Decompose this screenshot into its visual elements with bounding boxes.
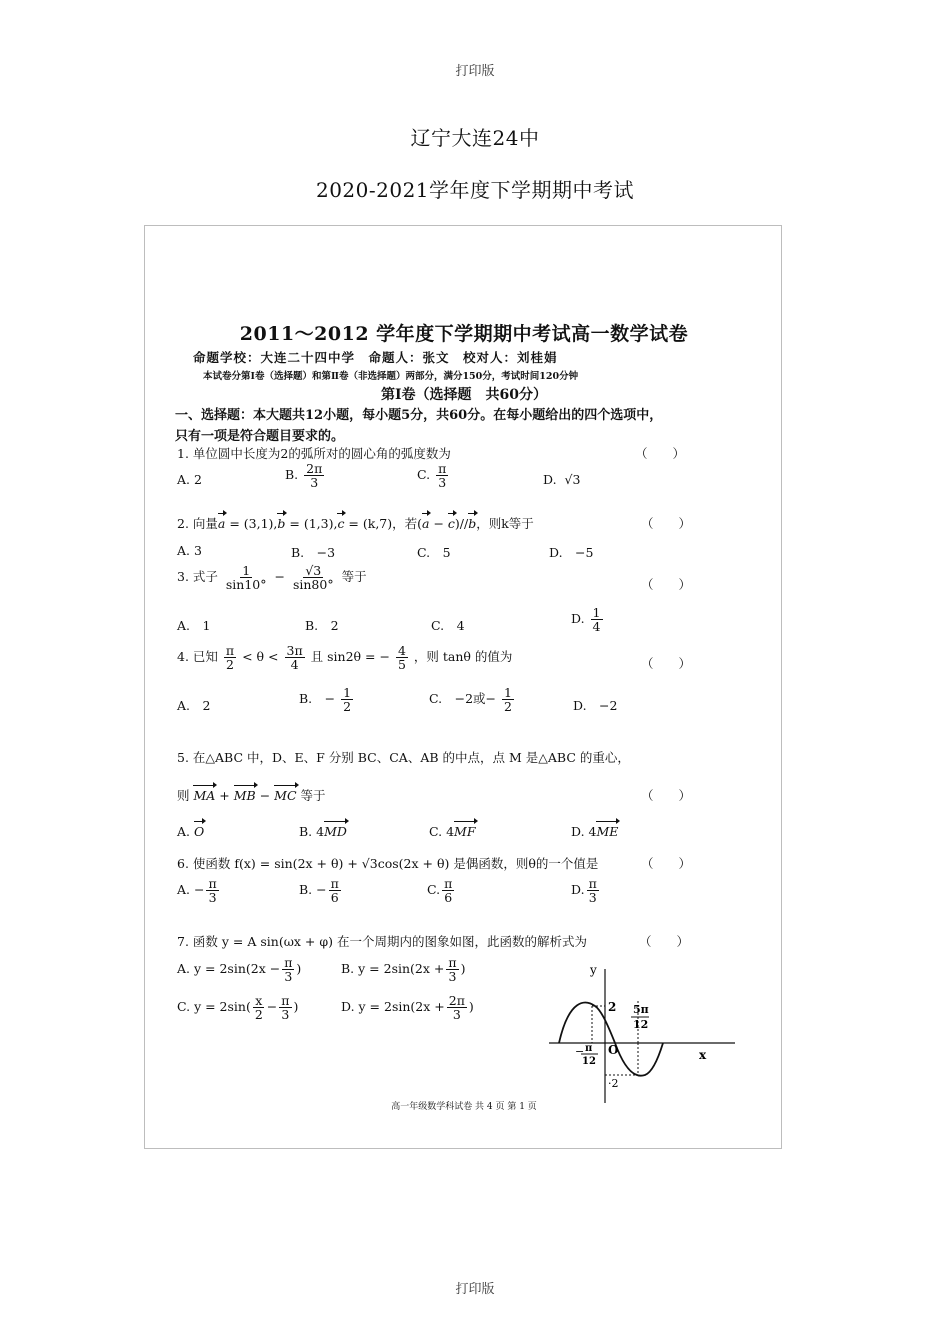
left-mark-numerator: π <box>585 1043 593 1054</box>
section-instructions-1: 一、选择题：本大题共12小题，每小题5分，共60分。在每小题给出的四个选项中， <box>175 408 663 423</box>
q1-option-d: D. √3 <box>543 472 581 487</box>
q4-option-c: C. −2或− $\frac{1}{2}$ <box>429 685 512 715</box>
question-2-stem: 2. 向量a = (3,1),b = (1,3),c = (k,7)，若(a − c)//b，则k等于 <box>177 516 534 531</box>
min-value-label: ·2 <box>608 1077 619 1090</box>
q7-option-a: A. y = 2sin(2x − $\frac{\pi}{3}$ ) <box>177 955 302 985</box>
question-5-stem-1: 5. 在△ABC 中，D、E、F 分别 BC、CA、AB 的中点，点 M 是△ABC 的重心， <box>177 750 630 765</box>
answer-blank: （ ） <box>639 934 690 949</box>
q3-option-c: C. 4 <box>431 618 465 633</box>
question-4-stem: 4. 已知 $\frac{\pi}{2}$ < θ < $\frac{3\pi}{4}$ 且 sin2θ = − $\frac{4}{5}$ ，则 tanθ 的值为 <box>177 643 513 673</box>
scanned-exam-page <box>144 225 782 1149</box>
question-1-stem: 1. 单位圆中长度为2的弧所对的圆心角的弧度数为 <box>177 446 451 461</box>
q1-option-b: B. $\frac{2\pi}{3}$ <box>285 461 323 491</box>
q7-option-b: B. y = 2sin(2x + $\frac{\pi}{3}$ ) <box>341 955 466 985</box>
page-header: 打印版 <box>455 64 495 79</box>
question-3-stem: 3. 式子 $\frac{1}{\sin 10^\circ}$ − $\frac{√3}{\sin 80^\circ}$ 等于 <box>177 563 367 593</box>
answer-blank: （ ） <box>641 856 692 871</box>
section-instructions-2: 只有一项是符合题目要求的。 <box>175 429 345 444</box>
q6-option-b: B. − $\frac{\pi}{6}$ <box>299 876 339 906</box>
answer-blank: （ ） <box>635 446 686 461</box>
left-mark-denominator: 12 <box>582 1056 596 1067</box>
exam-page-footer: 高一年级数学科试卷 共 4 页 第 1 页 <box>391 1102 537 1112</box>
right-mark-denominator: 12 <box>633 1018 649 1031</box>
answer-blank: （ ） <box>641 788 692 803</box>
answer-blank: （ ） <box>641 656 692 671</box>
question-5-stem-2: 则 MA + MB − MC 等于 <box>177 788 326 803</box>
q2-option-d: D. −5 <box>549 545 594 560</box>
q1-option-a: A. 2 <box>177 472 202 487</box>
page-footer: 打印版 <box>455 1282 495 1297</box>
question-6-stem: 6. 使函数 f(x) = sin(2x + θ) + √3cos(2x + θ) 是偶函数，则θ的一个值是 <box>177 856 599 871</box>
right-mark-numerator: 5π <box>633 1003 649 1016</box>
q3-option-d: D. $\frac{1}{4}$ <box>571 605 601 635</box>
max-value-label: 2 <box>608 1000 617 1014</box>
answer-blank: （ ） <box>641 577 692 592</box>
document-title-school: 辽宁大连24中 <box>410 126 540 150</box>
sine-graph <box>545 961 745 1106</box>
q5-option-a: A. O <box>177 824 205 839</box>
exam-title: 2011～2012 学年度下学期期中考试高一数学试卷 <box>239 323 689 345</box>
answer-blank: （ ） <box>641 516 692 531</box>
part-title: 第Ⅰ卷（选择题 共60分） <box>380 387 548 403</box>
q6-option-d: D. $\frac{\pi}{3}$ <box>571 876 597 906</box>
q2-option-b: B. −3 <box>291 545 336 560</box>
q3-option-b: B. 2 <box>305 618 339 633</box>
q5-option-b: B. 4MD <box>299 824 347 839</box>
q3-option-a: A. 1 <box>177 618 211 633</box>
q4-option-d: D. −2 <box>573 698 618 713</box>
y-axis-label: y <box>590 963 597 977</box>
q6-option-a: A. − $\frac{\pi}{3}$ <box>177 876 217 906</box>
document-title-term: 2020-2021学年度下学期期中考试 <box>315 178 635 202</box>
q7-option-d: D. y = 2sin(2x + $\frac{2\pi}{3}$ ) <box>341 993 474 1023</box>
left-mark-sign: − <box>575 1045 585 1058</box>
q6-option-c: C. $\frac{\pi}{6}$ <box>427 876 453 906</box>
q5-option-d: D. 4ME <box>571 824 619 839</box>
q4-option-a: A. 2 <box>177 698 211 713</box>
q4-option-b: B. − $\frac{1}{2}$ <box>299 685 352 715</box>
question-7-stem: 7. 函数 y = A sin(ωx + φ) 在一个周期内的图象如图，此函数的解析式为 <box>177 934 587 949</box>
q2-option-a: A. 3 <box>177 543 202 558</box>
origin-label: O <box>608 1043 619 1057</box>
q7-option-c: C. y = 2sin( $\frac{x}{2}$ − $\frac{\pi}{3}$ ) <box>177 993 299 1023</box>
exam-meta: 命题学校：大连二十四中学 命题人：张文 校对人：刘桂娟 <box>193 350 558 365</box>
x-axis-label: x <box>699 1048 707 1062</box>
exam-note: 本试卷分第Ⅰ卷（选择题）和第Ⅱ卷（非选择题）两部分，满分150分，考试时间120分钟 <box>203 371 579 382</box>
q2-option-c: C. 5 <box>417 545 451 560</box>
q5-option-c: C. 4MF <box>429 824 476 839</box>
q1-option-c: C. $\frac{\pi}{3}$ <box>417 461 447 491</box>
